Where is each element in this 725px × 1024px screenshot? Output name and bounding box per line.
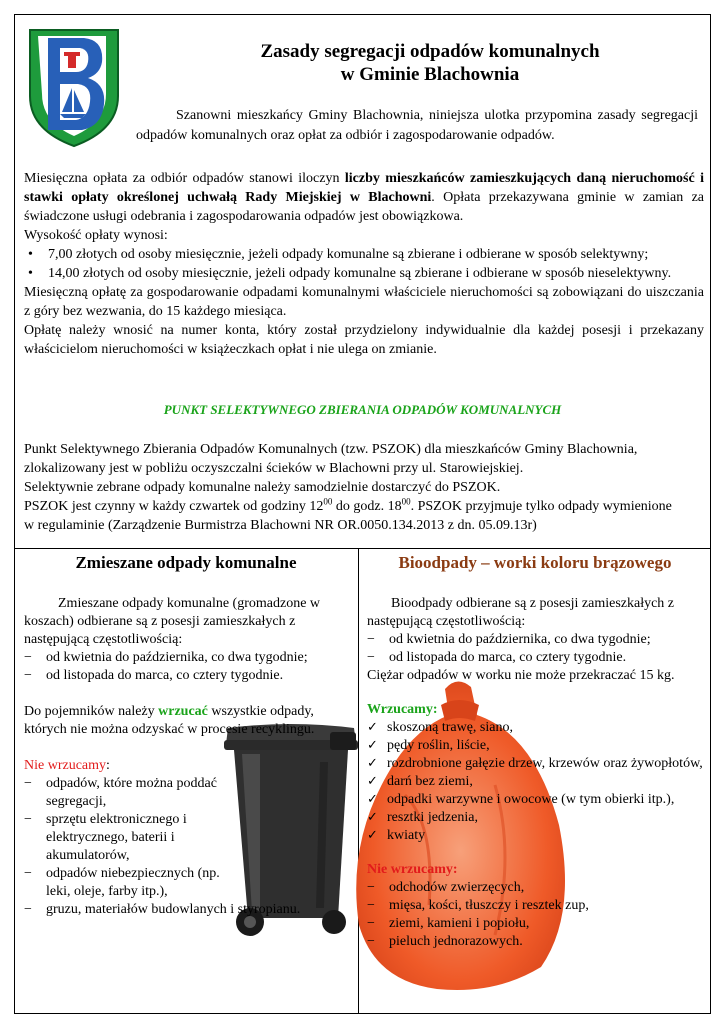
bio-waste-heading: Bioodpady – worki koloru brązowego — [398, 553, 672, 572]
dash-icon: − — [367, 916, 375, 931]
intro-paragraph: Szanowni mieszkańcy Gminy Blachownia, niniejsza ulotka przypomina zasady segregacji odpadów komunalnych oraz opłat za odbiór i zagospodarowanie odpadów. — [136, 108, 698, 143]
coat-of-arms-logo — [26, 26, 122, 150]
fee-bullet-2-text: 14,00 złotych od osoby miesięcznie, jeżeli odpady komunalne są zbierane i odbierane w sposób nieselektywny. — [48, 266, 672, 281]
fees-paragraph-3: Miesięczną opłatę za gospodarowanie odpadami komunalnymi właściciele nieruchomości są zobowiązani do uiszczania z góry bez wezwania, do 15 każdego miesiąca. — [24, 285, 704, 319]
checkmark-icon: ✓ — [367, 738, 378, 753]
bio-yes-item-4-text: darń bez ziemi, — [387, 774, 473, 789]
bio-yes-item-1 — [367, 719, 703, 737]
pszok-p3-end: . PSZOK przyjmuje tylko odpady wymienione w regulaminie (Zarządzenie Burmistrza Blachowni NR OR.0050.134.2013 z dn. 05.09.13r) — [24, 499, 672, 533]
fees-paragraph-2: Wysokość opłaty wynosi: — [24, 228, 168, 243]
pszok-paragraph-3 — [24, 497, 684, 535]
bio-intro: Bioodpady odbierane są z posesji zamieszkałych z następującą częstotliwością: — [367, 596, 675, 629]
dash-icon: − — [367, 880, 375, 895]
bio-freq-1 — [367, 631, 703, 649]
mixed-no-item-4-text: gruzu, materiałów budowlanych i styropianu. — [46, 902, 301, 917]
fee-bullet-1-text: 7,00 złotych od osoby miesięcznie, jeżeli odpady komunalne są zbierane i odbierane w sposób selektywny; — [48, 247, 649, 262]
bio-no-item-4 — [367, 933, 703, 951]
mixed-no-label — [24, 757, 354, 775]
checkmark-icon: ✓ — [367, 792, 378, 807]
fees-paragraph-1 — [24, 169, 704, 226]
bio-waste-column — [367, 595, 703, 951]
checkmark-icon: ✓ — [367, 810, 378, 825]
mixed-no-item-3-text: odpadów niebezpiecznych (np. leki, oleje, farby itp.), — [46, 866, 220, 899]
bio-yes-item-7-text: kwiaty — [387, 828, 426, 843]
mixed-intro: Zmieszane odpady komunalne (gromadzone w koszach) odbierane są z posesji zamieszkałych z następującą częstotliwością: — [24, 596, 321, 647]
bio-no-label: Nie wrzucamy: — [367, 862, 458, 877]
pszok-paragraph-1: Punkt Selektywnego Zbierania Odpadów Komunalnych (tzw. PSZOK) dla mieszkańców Gminy Blachownia, zlokalizowany jest w pobliżu oczyszczalni ścieków w Blachowni przy ul. Starowiejskiej. — [24, 442, 638, 476]
bio-freq-2-text: od listopada do marca, co cztery tygodnie. — [389, 650, 627, 665]
bio-yes-item-5-text: odpadki warzywne i owocowe (w tym obierki itp.), — [387, 792, 675, 807]
bio-yes-label: Wrzucamy: — [367, 702, 438, 717]
mixed-freq-1-text: od kwietnia do października, co dwa tygodnie; — [46, 650, 308, 665]
mixed-no-item-2-text: sprzętu elektronicznego i elektrycznego, baterii i akumulatorów, — [46, 812, 187, 863]
checkmark-icon: ✓ — [367, 756, 378, 771]
fee-bullet-1 — [24, 245, 704, 264]
mixed-no-item-1-text: odpadów, które można poddać segregacji, — [46, 776, 217, 809]
bio-no-item-2-text: mięsa, kości, tłuszczy i resztek zup, — [389, 898, 589, 913]
pszok-p3-mid: do godz. 18 — [332, 499, 402, 514]
dash-icon: − — [24, 812, 32, 827]
title-line-1: Zasady segregacji odpadów komunalnych — [260, 41, 600, 62]
title-line-2: w Gminie Blachownia — [340, 64, 520, 85]
checkmark-icon: ✓ — [367, 828, 378, 843]
bio-yes-item-3 — [367, 755, 703, 773]
mixed-no-item-3 — [24, 865, 226, 901]
spacer — [367, 845, 703, 861]
dash-icon: − — [24, 902, 32, 917]
bio-yes-item-7 — [367, 827, 703, 845]
section-divider — [14, 548, 711, 549]
bio-no-item-2 — [367, 897, 703, 915]
checkmark-icon: ✓ — [367, 774, 378, 789]
pszok-p3-sup2: 00 — [401, 496, 411, 507]
mixed-no-colon: : — [106, 758, 110, 773]
dash-icon: − — [24, 668, 32, 683]
pszok-p3-start: PSZOK jest czynny w każdy czwartek od godziny 12 — [24, 499, 324, 514]
bio-freq-1-text: od kwietnia do października, co dwa tygodnie; — [389, 632, 651, 647]
dash-icon: − — [24, 650, 32, 665]
pszok-p3-sup1: 00 — [323, 496, 333, 507]
fees-p1-end: . Opłata przekazywana gminie w zamian za świadczone usługi odebrania i zagospodarowania odpadów jest obowiązkowa. — [24, 190, 704, 224]
mixed-no-item-2 — [24, 811, 226, 865]
bio-no-item-1 — [367, 879, 703, 897]
mixed-no-item-1 — [24, 775, 226, 811]
bio-weight: Ciężar odpadów w worku nie może przekraczać 15 kg. — [367, 668, 675, 683]
dash-icon: − — [24, 866, 32, 881]
fees-section — [24, 169, 704, 359]
pszok-section — [24, 440, 684, 535]
bio-yes-item-1-text: skoszoną trawę, siano, — [387, 720, 513, 735]
spacer — [24, 685, 354, 703]
bio-no-item-3-text: ziemi, kamieni i popiołu, — [389, 916, 530, 931]
dash-icon: − — [367, 898, 375, 913]
bullet-icon: • — [28, 266, 33, 281]
mixed-throw-start: Do pojemników należy — [24, 704, 159, 719]
mixed-no-item-4 — [24, 901, 354, 919]
bio-yes-item-3-text: rozdrobnione gałęzie drzew, krzewów oraz żywopłotów, — [387, 756, 703, 771]
bio-yes-item-6-text: resztki jedzenia, — [387, 810, 478, 825]
mixed-freq-2-text: od listopada do marca, co cztery tygodnie. — [46, 668, 284, 683]
bio-no-item-4-text: pieluch jednorazowych. — [389, 934, 523, 949]
spacer — [24, 739, 354, 757]
dash-icon: − — [367, 934, 375, 949]
mixed-no-label-text: Nie wrzucamy — [24, 758, 107, 773]
mixed-freq-2 — [24, 667, 354, 685]
mixed-throw-paragraph — [24, 703, 354, 739]
fees-paragraph-4: Opłatę należy wnosić na numer konta, który został przydzielony indywidualnie dla każdej posesji i przekazany właścicielom nieruchomości w książeczkach opłat i nie ulega on zmianie. — [24, 323, 704, 357]
mixed-throw-end: wszystkie odpady, których nie można odzyskać w procesie recyklingu. — [24, 704, 315, 737]
mixed-throw-word: wrzucać — [158, 704, 208, 719]
mixed-waste-heading: Zmieszane odpady komunalne — [75, 553, 297, 572]
mixed-waste-column — [24, 595, 354, 919]
bio-no-item-3 — [367, 915, 703, 933]
mixed-freq-1 — [24, 649, 354, 667]
bio-yes-item-5 — [367, 791, 703, 809]
pszok-heading: PUNKT SELEKTYWNEGO ZBIERANIA ODPADÓW KOMUNALNYCH — [163, 402, 562, 417]
bio-yes-item-2-text: pędy roślin, liście, — [387, 738, 490, 753]
fees-p1-bold: liczby mieszkańców zamieszkujących daną nieruchomość i stawki opłaty określonej uchwałą Rady Miejskiej w Blachowni — [24, 171, 704, 205]
spacer — [367, 685, 703, 701]
bullet-icon: • — [28, 247, 33, 262]
fees-p1-start: Miesięczna opłata za odbiór odpadów stanowi iloczyn — [24, 171, 345, 186]
bio-yes-item-4 — [367, 773, 703, 791]
checkmark-icon: ✓ — [367, 720, 378, 735]
bio-yes-item-2 — [367, 737, 703, 755]
fee-bullet-2 — [24, 264, 704, 283]
bio-yes-item-6 — [367, 809, 703, 827]
page-title — [150, 40, 710, 86]
bio-no-item-1-text: odchodów zwierzęcych, — [389, 880, 525, 895]
dash-icon: − — [24, 776, 32, 791]
pszok-paragraph-2: Selektywnie zebrane odpady komunalne należy samodzielnie dostarczyć do PSZOK. — [24, 480, 501, 495]
bio-freq-2 — [367, 649, 703, 667]
dash-icon: − — [367, 632, 375, 647]
dash-icon: − — [367, 650, 375, 665]
